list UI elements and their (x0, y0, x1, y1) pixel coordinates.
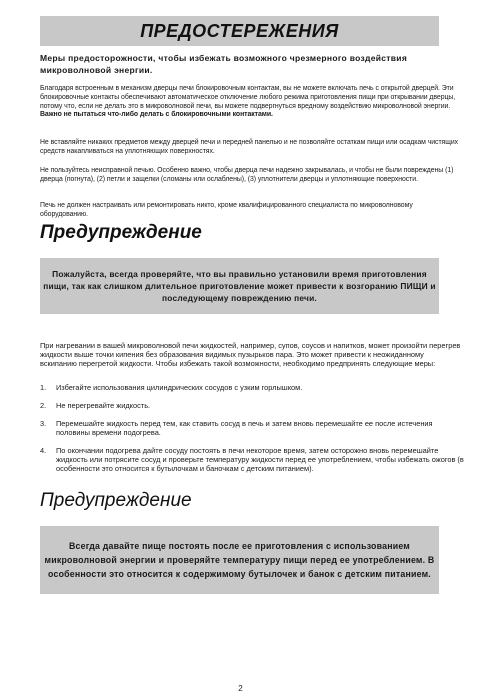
page-title: ПРЕДОСТЕРЕЖЕНИЯ (140, 20, 339, 41)
list-item-number: 3. (40, 419, 47, 428)
paragraph-bold-text: Важно не пытаться что-либо делать с блокировочными контактами. (40, 111, 273, 119)
list-item (40, 446, 465, 474)
list-item (40, 401, 465, 410)
list-item-text: Не перегревайте жидкость. (56, 401, 151, 410)
list-item (40, 419, 465, 437)
list-item-number: 2. (40, 401, 47, 410)
page-number: 2 (238, 684, 243, 693)
list-item-text: Перемешайте жидкость перед тем, как ставить сосуд в печь и затем вновь перемешайте ее после истечения половины времени подогрева. (56, 419, 433, 438)
list-item-number: 4. (40, 446, 47, 455)
warning-box-1 (40, 258, 439, 314)
warning-box-2 (40, 526, 439, 594)
list-item (40, 383, 465, 392)
warning-heading-2: Предупреждение (40, 490, 192, 511)
list-item-text: По окончании подогрева дайте сосуду постоять в печи некоторое время, затем осторожно вновь перемешайте жидкость или потрясите сосуд и проверьте температуру жидкости перед ее употреблением, чтобы избежать ожогов (в особенности это относится к бутылочкам и баночкам с детским питанием). (56, 446, 464, 474)
list-item-text: Избегайте использования цилиндрических сосудов с узким горлышком. (56, 383, 303, 392)
liquids-intro: При нагревании в вашей микроволновой печи жидкостей, например, супов, соусов и напитков, может произойти перегрев жидкости выше точки кипения без образования видимых пузырьков пара. Это может привести к неожиданному вскипанию перегретой жидкости. Чтобы избежать такой возможности, необходимо предпринять следующие меры: (40, 341, 461, 369)
paragraph-text: Благодаря встроенным в механизм дверцы печи блокировочным контактам, вы не можете включать печь с открытой дверцей. Эти блокировочные контакты обеспечивают автоматическое отключение любого режима приготовления пищи при открывании дверцы, потому что, если не делать это в микроволновой печи, вы можете подвергнуться вредному воздействию микроволновой энергии. (40, 85, 456, 110)
title-bar (40, 16, 439, 46)
paragraph-objects: Не вставляйте никаких предметов между дверцей печи и передней панелью и не позволяйте остаткам пищи или осадкам чистящих средств накапливаться на уплотняющих поверхностях. (40, 139, 459, 155)
lead-text: Меры предосторожности, чтобы избежать возможного чрезмерного воздействия микроволновой энергии. (40, 53, 408, 75)
warning-heading-1: Предупреждение (40, 222, 202, 243)
warning-box-2-text: Всегда давайте пище постоять после ее приготовления с использованием микроволновой энергии и проверяйте температуру пищи перед ее употреблением. В особенности это относится к содержимому бутылочек и банок с детским питанием. (44, 541, 435, 579)
list-item-number: 1. (40, 383, 47, 392)
paragraph-damaged-oven: Не пользуйтесь неисправной печью. Особенно важно, чтобы дверца печи надежно закрывалась, и чтобы не были повреждены (1) дверца (погнута), (2) петли и защелки (сломаны или ослаблены), (3) уплотнители дверцы и уплотняющие поверхности. (40, 167, 454, 183)
paragraph-repair: Печь не должен настраивать или ремонтировать никто, кроме квалифицированного специалиста по микроволновому оборудованию. (40, 202, 413, 218)
warning-box-1-text: Пожалуйста, всегда проверяйте, что вы правильно установили время приготовления пищи, так как слишком длительное приготовление может привести к возгоранию ПИЩИ и последующему повреждению печи. (43, 268, 436, 304)
paragraph-interlocks (40, 85, 462, 120)
